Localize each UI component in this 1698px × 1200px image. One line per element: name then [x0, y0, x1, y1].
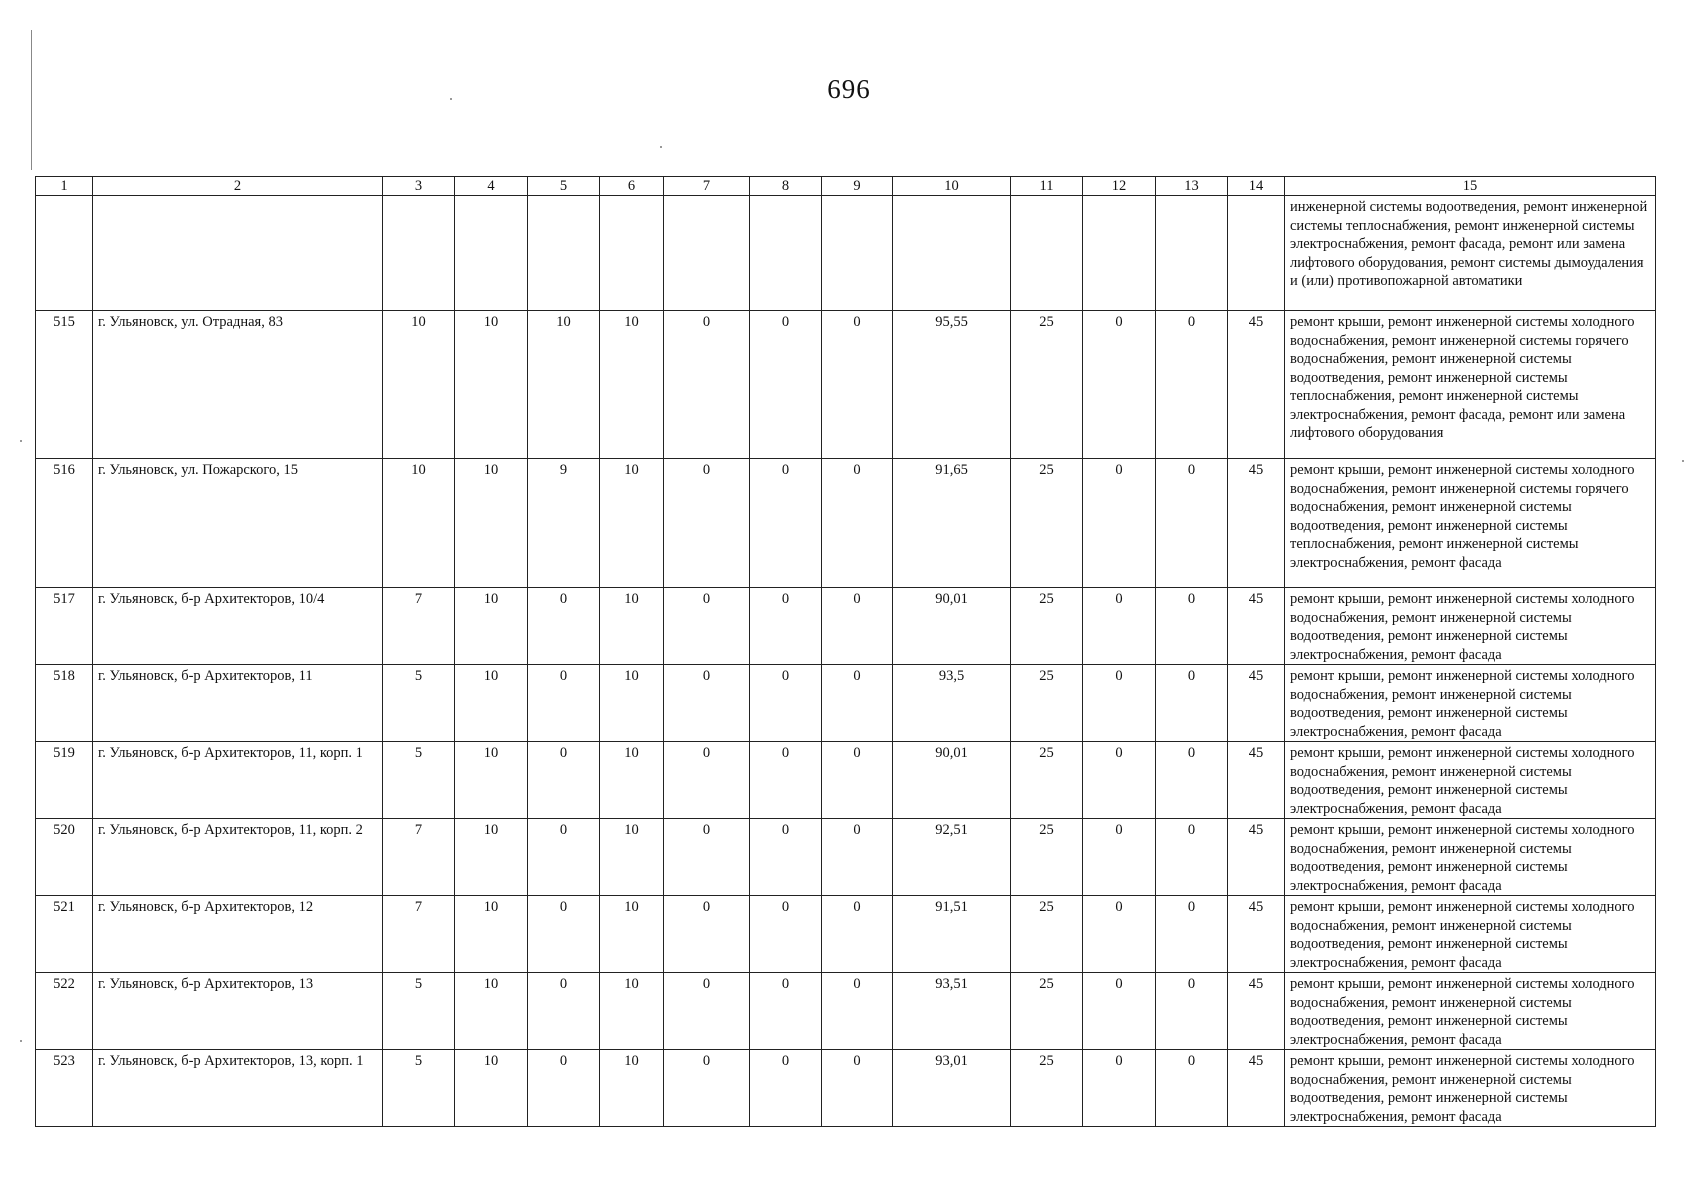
value-cell: 0	[750, 896, 822, 973]
value-cell: 0	[750, 742, 822, 819]
value-cell: 0	[528, 588, 600, 665]
scan-speck	[20, 1040, 22, 1042]
value-cell: 0	[664, 1050, 750, 1127]
value-cell: 0	[750, 819, 822, 896]
value-cell: 93,01	[893, 1050, 1011, 1127]
value-cell: 45	[1228, 1050, 1285, 1127]
col-header: 3	[383, 177, 455, 196]
value-cell: 10	[600, 973, 664, 1050]
address-cell: г. Ульяновск, б-р Архитекторов, 11	[93, 665, 383, 742]
value-cell: 0	[664, 896, 750, 973]
table-row	[36, 588, 1656, 665]
value-cell: 10	[600, 1050, 664, 1127]
col-header: 13	[1156, 177, 1228, 196]
value-cell: 10	[600, 819, 664, 896]
row-number: 517	[36, 588, 93, 665]
value-cell: 0	[1156, 973, 1228, 1050]
value-cell: 0	[1083, 819, 1156, 896]
col-header: 7	[664, 177, 750, 196]
address-cell: г. Ульяновск, б-р Архитекторов, 11, корп. 1	[93, 742, 383, 819]
value-cell: 10	[383, 459, 455, 588]
works-cell: ремонт крыши, ремонт инженерной системы холодного водоснабжения, ремонт инженерной системы водоотведения, ремонт инженерной системы электроснабжения, ремонт фасада	[1285, 973, 1656, 1050]
value-cell: 0	[1083, 742, 1156, 819]
value-cell: 10	[455, 665, 528, 742]
value-cell: 93,5	[893, 665, 1011, 742]
works-cell: ремонт крыши, ремонт инженерной системы холодного водоснабжения, ремонт инженерной системы водоотведения, ремонт инженерной системы электроснабжения, ремонт фасада	[1285, 896, 1656, 973]
works-cell: ремонт крыши, ремонт инженерной системы холодного водоснабжения, ремонт инженерной системы водоотведения, ремонт инженерной системы электроснабжения, ремонт фасада	[1285, 819, 1656, 896]
value-cell: 0	[1156, 1050, 1228, 1127]
value-cell: 0	[822, 973, 893, 1050]
value-cell: 7	[383, 588, 455, 665]
works-cell: ремонт крыши, ремонт инженерной системы холодного водоснабжения, ремонт инженерной системы водоотведения, ремонт инженерной системы электроснабжения, ремонт фасада	[1285, 588, 1656, 665]
value-cell: 0	[822, 311, 893, 459]
table-row	[36, 1050, 1656, 1127]
value-cell: 10	[600, 665, 664, 742]
col-header: 11	[1011, 177, 1083, 196]
value-cell: 0	[750, 311, 822, 459]
value-cell: 0	[822, 819, 893, 896]
value-cell: 0	[1156, 459, 1228, 588]
value-cell: 0	[1083, 896, 1156, 973]
value-cell: 0	[528, 819, 600, 896]
value-cell: 0	[750, 459, 822, 588]
value-cell: 95,55	[893, 311, 1011, 459]
value-cell: 25	[1011, 588, 1083, 665]
value-cell: 90,01	[893, 588, 1011, 665]
value-cell: 10	[383, 311, 455, 459]
scan-speck	[1682, 460, 1684, 462]
value-cell: 0	[528, 973, 600, 1050]
row-number: 518	[36, 665, 93, 742]
value-cell: 91,65	[893, 459, 1011, 588]
col-header: 2	[93, 177, 383, 196]
value-cell: 0	[822, 896, 893, 973]
value-cell: 10	[600, 459, 664, 588]
value-cell: 10	[455, 973, 528, 1050]
data-table	[35, 176, 1656, 1127]
value-cell: 45	[1228, 588, 1285, 665]
value-cell: 45	[1228, 311, 1285, 459]
value-cell: 45	[1228, 819, 1285, 896]
value-cell: 45	[1228, 896, 1285, 973]
value-cell: 0	[528, 896, 600, 973]
value-cell: 0	[822, 1050, 893, 1127]
value-cell: 0	[1083, 1050, 1156, 1127]
value-cell: 45	[1228, 665, 1285, 742]
col-header: 5	[528, 177, 600, 196]
table-row	[36, 311, 1656, 459]
address-cell: г. Ульяновск, б-р Архитекторов, 13	[93, 973, 383, 1050]
value-cell: 0	[1156, 665, 1228, 742]
value-cell: 25	[1011, 973, 1083, 1050]
value-cell: 0	[1083, 665, 1156, 742]
value-cell: 0	[750, 973, 822, 1050]
row-number: 515	[36, 311, 93, 459]
address-cell: г. Ульяновск, ул. Пожарского, 15	[93, 459, 383, 588]
value-cell: 10	[600, 896, 664, 973]
value-cell: 0	[1083, 973, 1156, 1050]
value-cell: 5	[383, 1050, 455, 1127]
value-cell: 90,01	[893, 742, 1011, 819]
value-cell: 5	[383, 742, 455, 819]
col-header: 6	[600, 177, 664, 196]
value-cell: 10	[455, 742, 528, 819]
value-cell: 0	[528, 742, 600, 819]
col-header: 8	[750, 177, 822, 196]
value-cell: 9	[528, 459, 600, 588]
row-number: 522	[36, 973, 93, 1050]
col-header: 14	[1228, 177, 1285, 196]
page-number: 696	[827, 74, 871, 104]
scan-speck	[450, 98, 452, 100]
value-cell: 0	[1156, 896, 1228, 973]
table-row	[36, 459, 1656, 588]
table-row	[36, 742, 1656, 819]
col-header: 4	[455, 177, 528, 196]
value-cell: 0	[664, 311, 750, 459]
value-cell: 10	[455, 1050, 528, 1127]
col-header: 10	[893, 177, 1011, 196]
value-cell: 0	[1156, 311, 1228, 459]
value-cell: 10	[600, 311, 664, 459]
value-cell: 10	[455, 819, 528, 896]
value-cell: 0	[1083, 588, 1156, 665]
value-cell: 25	[1011, 742, 1083, 819]
value-cell: 0	[1083, 311, 1156, 459]
value-cell: 0	[664, 742, 750, 819]
value-cell: 10	[455, 588, 528, 665]
value-cell: 25	[1011, 1050, 1083, 1127]
value-cell: 0	[1156, 819, 1228, 896]
value-cell: 0	[664, 588, 750, 665]
value-cell: 7	[383, 896, 455, 973]
table-row	[36, 896, 1656, 973]
col-header: 15	[1285, 177, 1656, 196]
works-cell: ремонт крыши, ремонт инженерной системы холодного водоснабжения, ремонт инженерной системы водоотведения, ремонт инженерной системы электроснабжения, ремонт фасада	[1285, 665, 1656, 742]
value-cell: 0	[1156, 742, 1228, 819]
row-number: 523	[36, 1050, 93, 1127]
table-row	[36, 665, 1656, 742]
value-cell: 5	[383, 665, 455, 742]
row-number: 516	[36, 459, 93, 588]
value-cell: 25	[1011, 665, 1083, 742]
value-cell: 45	[1228, 742, 1285, 819]
value-cell: 45	[1228, 973, 1285, 1050]
works-cell: инженерной системы водоотведения, ремонт инженерной системы теплоснабжения, ремонт инженерной системы электроснабжения, ремонт фасада, ремонт или замена лифтового оборудования, ремонт системы дымоудаления и (или) противопожарной автоматики	[1285, 196, 1656, 311]
value-cell: 92,51	[893, 819, 1011, 896]
value-cell: 93,51	[893, 973, 1011, 1050]
table-row	[36, 819, 1656, 896]
value-cell: 25	[1011, 819, 1083, 896]
value-cell: 10	[528, 311, 600, 459]
col-header: 9	[822, 177, 893, 196]
value-cell: 25	[1011, 896, 1083, 973]
value-cell: 0	[822, 742, 893, 819]
address-cell: г. Ульяновск, б-р Архитекторов, 10/4	[93, 588, 383, 665]
value-cell: 0	[750, 588, 822, 665]
value-cell: 0	[822, 459, 893, 588]
address-cell: г. Ульяновск, б-р Архитекторов, 12	[93, 896, 383, 973]
value-cell: 0	[750, 1050, 822, 1127]
works-cell: ремонт крыши, ремонт инженерной системы холодного водоснабжения, ремонт инженерной системы горячего водоснабжения, ремонт инженерной системы водоотведения, ремонт инженерной системы теплоснабжения, ремонт инженерной системы электроснабжения, ремонт фасада, ремонт или замена лифтового оборудования	[1285, 311, 1656, 459]
address-cell: г. Ульяновск, ул. Отрадная, 83	[93, 311, 383, 459]
col-header: 1	[36, 177, 93, 196]
table-row-continuation	[36, 196, 1656, 311]
works-cell: ремонт крыши, ремонт инженерной системы холодного водоснабжения, ремонт инженерной системы водоотведения, ремонт инженерной системы электроснабжения, ремонт фасада	[1285, 742, 1656, 819]
value-cell: 0	[1156, 588, 1228, 665]
value-cell: 10	[600, 588, 664, 665]
col-header: 12	[1083, 177, 1156, 196]
value-cell: 0	[822, 665, 893, 742]
value-cell: 10	[455, 311, 528, 459]
scan-speck	[660, 146, 662, 148]
value-cell: 0	[750, 665, 822, 742]
value-cell: 0	[664, 819, 750, 896]
scan-speck	[20, 440, 22, 442]
address-cell: г. Ульяновск, б-р Архитекторов, 11, корп. 2	[93, 819, 383, 896]
row-number: 521	[36, 896, 93, 973]
value-cell: 45	[1228, 459, 1285, 588]
value-cell: 7	[383, 819, 455, 896]
table-row	[36, 973, 1656, 1050]
value-cell: 10	[455, 459, 528, 588]
value-cell: 0	[528, 665, 600, 742]
value-cell: 0	[1083, 459, 1156, 588]
header-row	[36, 177, 1656, 196]
value-cell: 0	[664, 459, 750, 588]
value-cell: 10	[455, 896, 528, 973]
row-number: 519	[36, 742, 93, 819]
value-cell: 91,51	[893, 896, 1011, 973]
value-cell: 0	[822, 588, 893, 665]
value-cell: 0	[664, 973, 750, 1050]
works-cell: ремонт крыши, ремонт инженерной системы холодного водоснабжения, ремонт инженерной системы водоотведения, ремонт инженерной системы электроснабжения, ремонт фасада	[1285, 1050, 1656, 1127]
row-number: 520	[36, 819, 93, 896]
works-cell: ремонт крыши, ремонт инженерной системы холодного водоснабжения, ремонт инженерной системы горячего водоснабжения, ремонт инженерной системы водоотведения, ремонт инженерной системы теплоснабжения, ремонт инженерной системы электроснабжения, ремонт фасада	[1285, 459, 1656, 588]
value-cell: 0	[528, 1050, 600, 1127]
value-cell: 25	[1011, 311, 1083, 459]
value-cell: 25	[1011, 459, 1083, 588]
value-cell: 5	[383, 973, 455, 1050]
value-cell: 0	[664, 665, 750, 742]
value-cell: 10	[600, 742, 664, 819]
address-cell: г. Ульяновск, б-р Архитекторов, 13, корп. 1	[93, 1050, 383, 1127]
